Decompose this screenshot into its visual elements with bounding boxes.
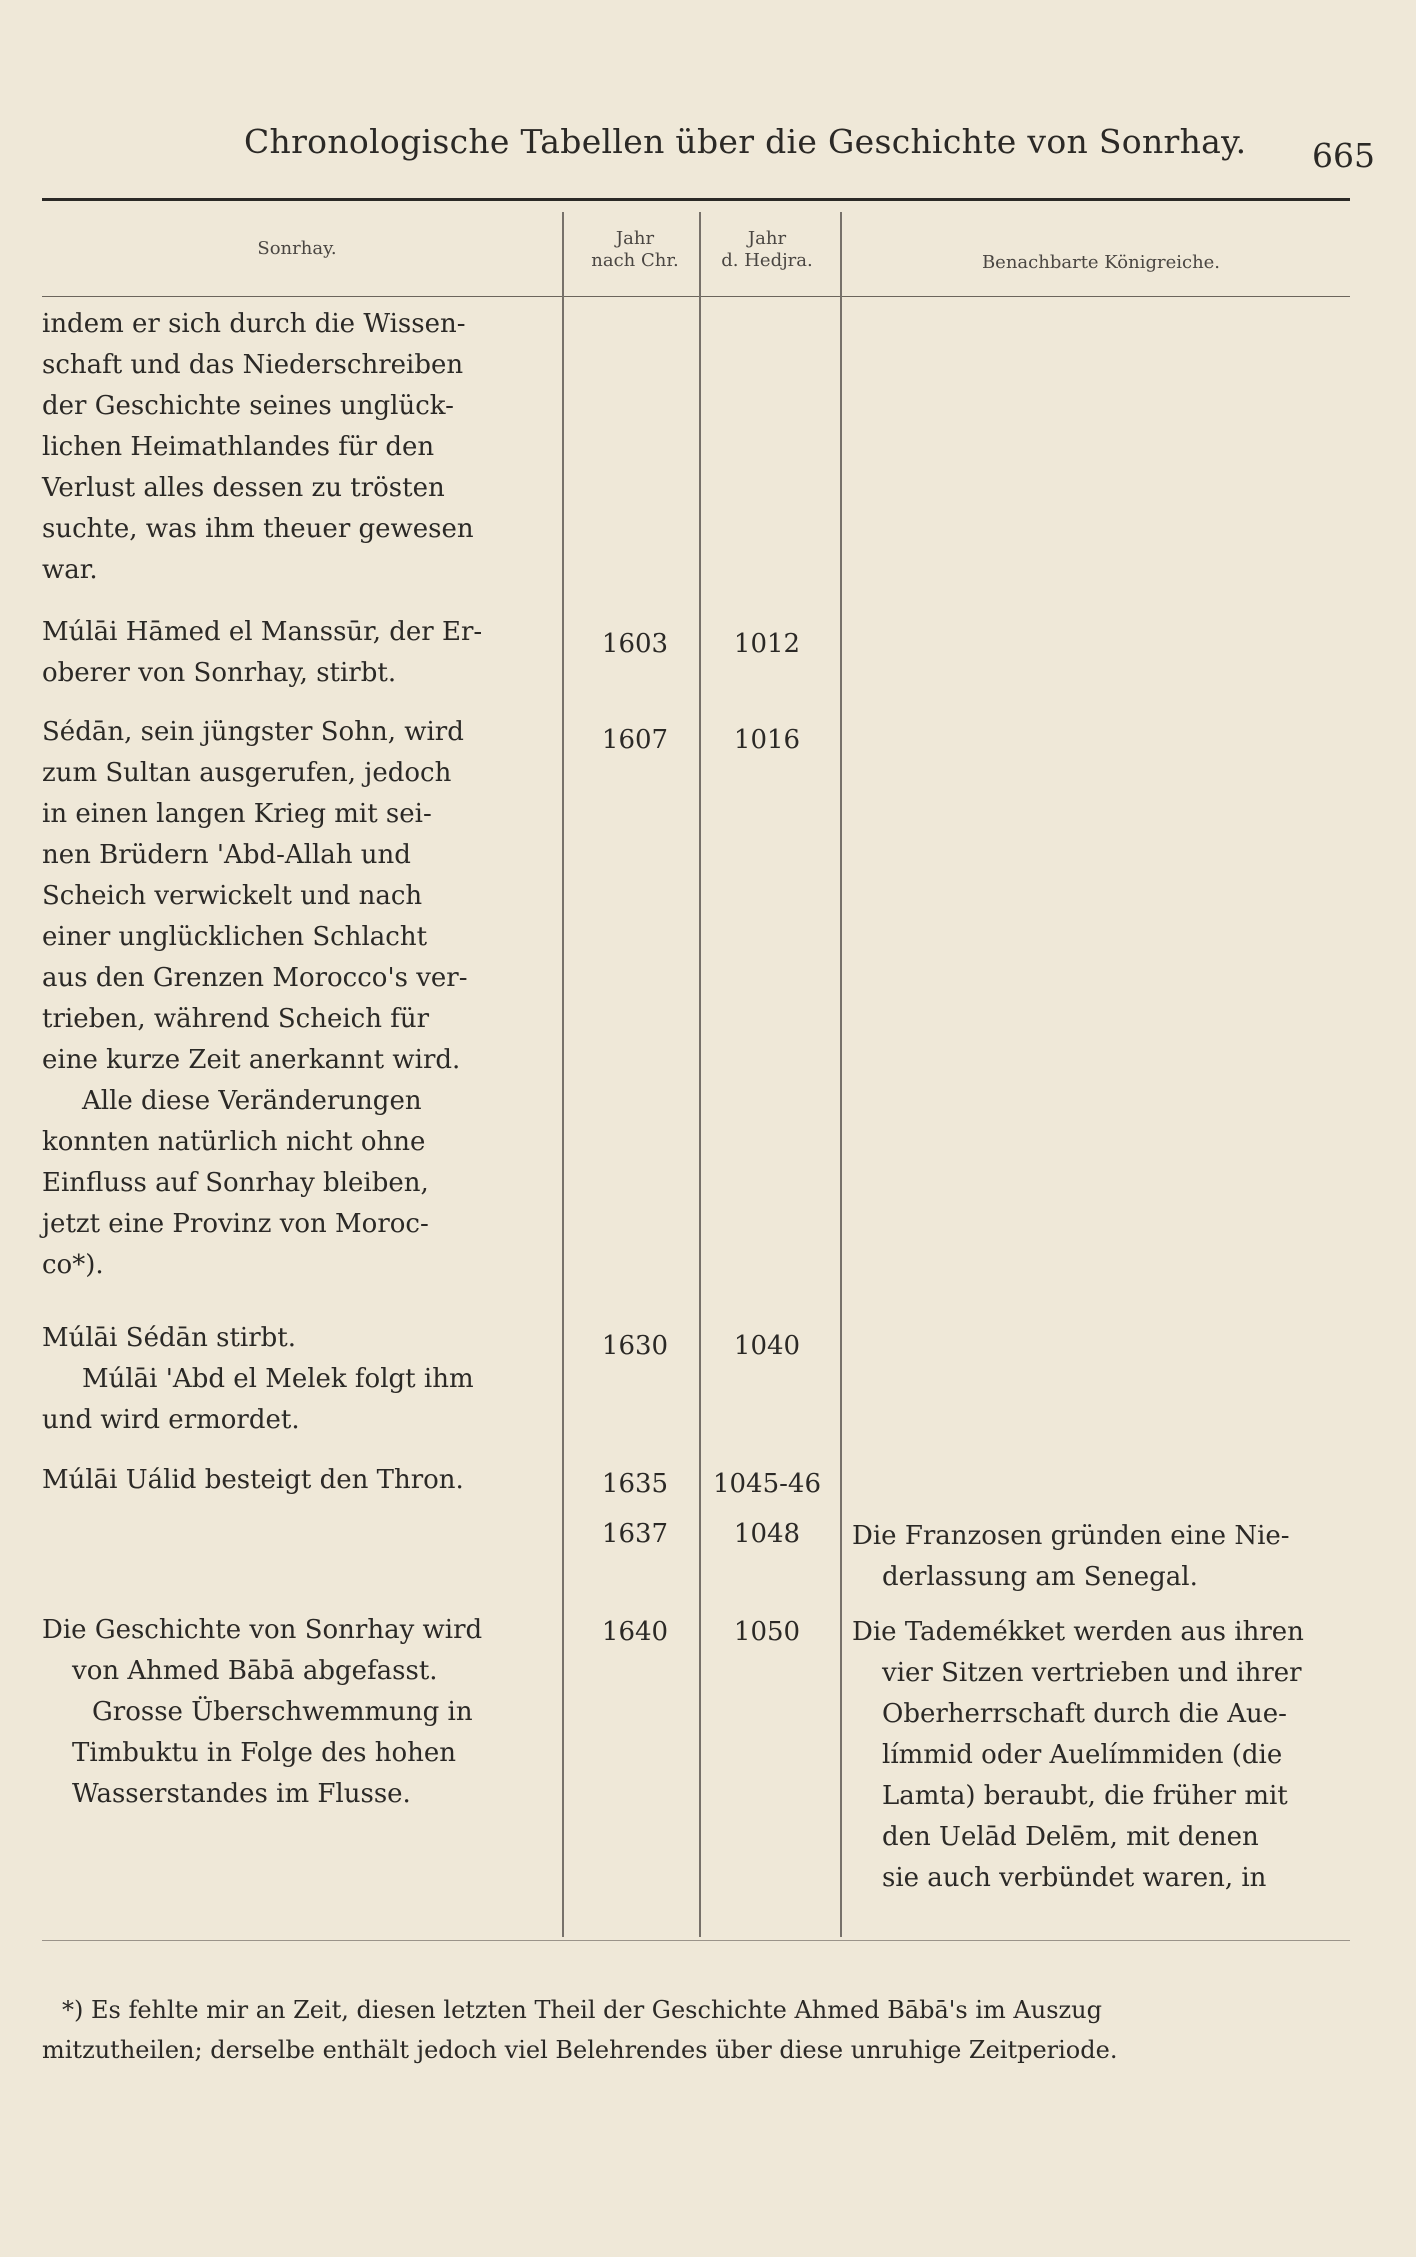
row-3-sonrhay [42,1318,552,1441]
text-line: der Geschichte seines unglück- [42,391,454,421]
text-line: vier Sitzen vertrieben und ihrer [882,1658,1302,1688]
text-line: derlassung am Senegal. [882,1562,1198,1592]
column-header-year-chr [572,228,698,272]
text-line: schaft und das Niederschreiben [42,350,464,380]
text-line: Múlāi Uálid besteigt den Thron. [42,1465,464,1495]
footnote [42,1990,1350,2070]
text-line: eine kurze Zeit anerkannt wird. [42,1045,461,1075]
table-top-rule [42,198,1350,201]
text-line: Die Geschichte von Sonrhay wird [42,1615,483,1645]
column-header-year-hedjra-line2: d. Hedjra. [721,250,813,271]
header-rule [42,296,1350,297]
row-1-year-chr: 1603 [601,629,669,659]
text-line: oberer von Sonrhay, stirbt. [42,658,397,688]
text-line: aus den Grenzen Morocco's ver- [42,963,468,993]
footnote-line: *) Es fehlte mir an Zeit, diesen letzten Theil der Geschichte Ahmed Bābā's im Auszug [62,1996,1102,2024]
page-number: 665 [1312,136,1375,175]
text-line: Die Tademékket werden aus ihren [852,1617,1304,1647]
row-2-sonrhay [42,712,552,1286]
text-line: und wird ermordet. [42,1405,300,1435]
text-line: límmid oder Auelímmiden (die [882,1740,1283,1770]
column-header-year-hedjra [700,228,834,272]
column-divider-3 [840,212,842,1937]
row-6-year-hedjra: 1050 [733,1617,801,1647]
footnote-rule [42,1940,1350,1941]
text-line: Oberherrschaft durch die Aue- [882,1699,1287,1729]
row-6-sonrhay [42,1610,552,1815]
running-head [0,122,1416,175]
text-line: Sédān, sein jüngster Sohn, wird [42,717,464,747]
text-line: Múlāi Sédān stirbt. [42,1323,297,1353]
row-0-sonrhay [42,304,552,591]
row-2-year-chr: 1607 [601,725,669,755]
text-line: Múlāi 'Abd el Melek folgt ihm [82,1364,474,1394]
text-line: zum Sultan ausgerufen, jedoch [42,758,452,788]
row-3-year-hedjra: 1040 [733,1331,801,1361]
text-line: Wasserstandes im Flusse. [72,1779,411,1809]
column-divider-1 [562,212,564,1937]
column-header-year-chr-line1: Jahr [615,228,655,249]
text-line: den Uelād Delēm, mit denen [882,1822,1259,1852]
row-5-year-chr: 1637 [601,1519,669,1549]
text-line: war. [42,555,98,585]
row-4-sonrhay [42,1460,552,1501]
text-line: Lamta) beraubt, die früher mit [882,1781,1288,1811]
text-line: Die Franzosen gründen eine Nie- [852,1521,1290,1551]
text-line: Alle diese Veränderungen [82,1086,422,1116]
text-line: konnten natürlich nicht ohne [42,1127,426,1157]
row-2-year-hedjra: 1016 [733,725,801,755]
column-header-neighbours: Benachbarte Königreiche. [981,252,1221,273]
row-3-year-chr: 1630 [601,1331,669,1361]
text-line: lichen Heimathlandes für den [42,432,435,462]
column-divider-2 [699,212,701,1937]
text-line: suchte, was ihm theuer gewesen [42,514,474,544]
column-header-sonrhay: Sonrhay. [257,238,337,259]
row-1-year-hedjra: 1012 [733,629,801,659]
text-line: sie auch verbündet waren, in [882,1863,1267,1893]
row-6-year-chr: 1640 [601,1617,669,1647]
text-line: Timbuktu in Folge des hohen [72,1738,457,1768]
text-line: von Ahmed Bābā abgefasst. [72,1656,438,1686]
row-5-year-hedjra: 1048 [733,1519,801,1549]
text-line: co*). [42,1250,104,1280]
column-header-year-chr-line2: nach Chr. [591,250,679,271]
text-line: indem er sich durch die Wissen- [42,309,466,339]
text-line: Grosse Überschwemmung in [92,1697,473,1727]
text-line: Múlāi Hāmed el Manssūr, der Er- [42,617,483,647]
text-line: einer unglücklichen Schlacht [42,922,428,952]
text-line: Einfluss auf Sonrhay bleiben, [42,1168,429,1198]
row-6-neighbour [852,1612,1350,1899]
row-1-sonrhay [42,612,552,694]
text-line: trieben, während Scheich für [42,1004,430,1034]
column-header-year-hedjra-line1: Jahr [747,228,787,249]
row-4-year-chr: 1635 [601,1469,669,1499]
running-title: Chronologische Tabellen über die Geschichte von Sonrhay. [244,122,1247,161]
row-4-year-hedjra: 1045-46 [712,1469,822,1499]
text-line: nen Brüdern 'Abd-Allah und [42,840,411,870]
text-line: Scheich verwickelt und nach [42,881,423,911]
footnote-line: mitzutheilen; derselbe enthält jedoch viel Belehrendes über diese unruhige Zeitperiode. [42,2036,1118,2064]
row-5-neighbour [852,1516,1350,1598]
text-line: jetzt eine Provinz von Moroc- [42,1209,429,1239]
text-line: in einen langen Krieg mit sei- [42,799,432,829]
text-line: Verlust alles dessen zu trösten [42,473,445,503]
